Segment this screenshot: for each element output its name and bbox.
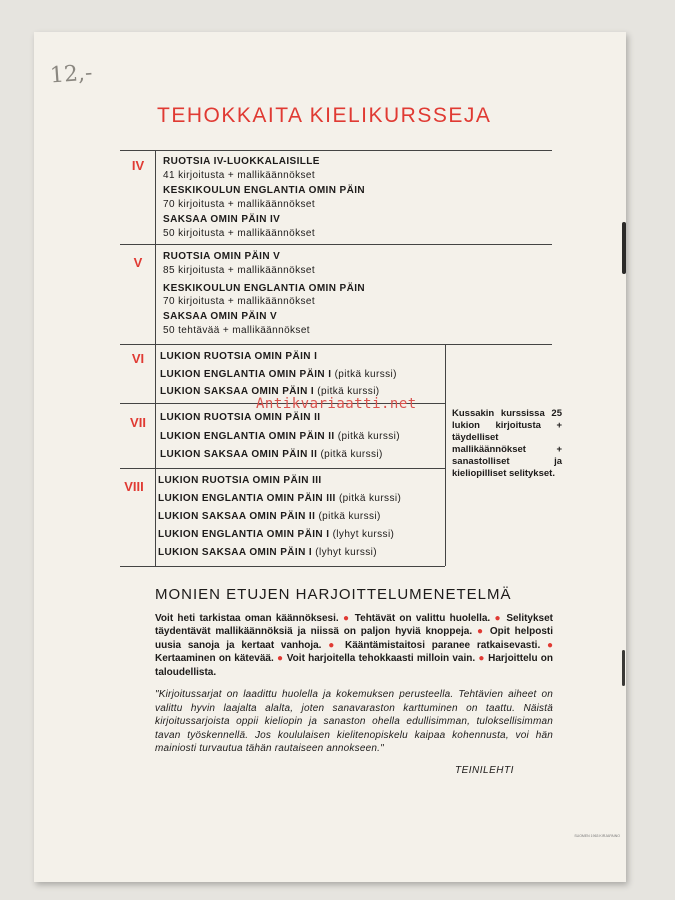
course-title: KESKIKOULUN ENGLANTIA OMIN PÄIN xyxy=(163,283,366,294)
printer-imprint: SUOMEN 1963 KIRJAPAINO xyxy=(574,834,620,838)
page-edge-shadow xyxy=(622,222,626,274)
benefit-item: Tehtävät on valittu huolella. xyxy=(354,613,491,624)
benefit-item: Kääntämistaitosi paranee ratkaisevasti. xyxy=(344,639,541,651)
page-title: TEHOKKAITA KIELIKURSSEJA xyxy=(157,104,492,127)
course-title: SAKSAA OMIN PÄIN V xyxy=(163,311,278,322)
course-title: LUKION SAKSAA OMIN PÄIN II (pitkä kurssi) xyxy=(158,511,381,522)
grade-numeral: VIII xyxy=(124,479,144,494)
course-subtitle: 41 kirjoitusta + mallikäännökset xyxy=(163,170,316,181)
bullet-dot-icon: ● xyxy=(277,653,284,665)
course-subtitle: 50 kirjoitusta + mallikäännökset xyxy=(163,228,316,239)
divider xyxy=(120,244,552,245)
section-heading: MONIEN ETUJEN HARJOITTELUMENETELMÄ xyxy=(155,586,512,603)
watermark: Antikvariaatti.net xyxy=(256,396,417,412)
bullet-dot-icon: ● xyxy=(342,613,351,624)
bullet-dot-icon: ● xyxy=(476,626,486,638)
bullet-dot-icon: ● xyxy=(478,653,485,665)
grade-numeral: V xyxy=(133,255,143,270)
side-note: Kussakin kurssissa 25 lukion kirjoitusta + täydelliset mallikäännökset + sanastolliset ja kieliopilliset selitykset. xyxy=(452,408,562,479)
benefit-item: Voit heti tarkistaa oman käännöksesi. xyxy=(155,613,339,624)
quote-source: TEINILEHTI xyxy=(455,765,514,776)
benefit-item: Opit helposti uusia sanoja ja kertaat vanhoja. xyxy=(155,626,554,651)
grade-numeral: VI xyxy=(131,351,145,366)
course-title: SAKSAA OMIN PÄIN IV xyxy=(163,214,281,225)
course-title: LUKION SAKSAA OMIN PÄIN II (pitkä kurssi) xyxy=(160,449,383,460)
benefits-paragraph xyxy=(155,612,553,679)
bullet-dot-icon: ● xyxy=(328,639,339,651)
page-edge-shadow xyxy=(622,650,625,686)
bullet-dot-icon: ● xyxy=(494,613,503,624)
divider xyxy=(120,150,552,151)
course-title: LUKION ENGLANTIA OMIN PÄIN I (pitkä kurssi) xyxy=(160,369,397,380)
course-title: RUOTSIA IV-LUOKKALAISILLE xyxy=(163,156,320,167)
grade-numeral: IV xyxy=(131,158,145,173)
benefit-item: Harjoittelu on taloudellista. xyxy=(155,653,554,678)
course-subtitle: 50 tehtävää + mallikäännökset xyxy=(163,325,310,336)
course-subtitle: 70 kirjoitusta + mallikäännökset xyxy=(163,296,316,307)
course-subtitle: 70 kirjoitusta + mallikäännökset xyxy=(163,199,316,210)
course-title: LUKION ENGLANTIA OMIN PÄIN III (pitkä kurssi) xyxy=(158,493,402,504)
course-title: LUKION ENGLANTIA OMIN PÄIN II (pitkä kurssi) xyxy=(160,431,401,442)
bullet-dot-icon: ● xyxy=(546,639,554,651)
pencil-price-mark: 12,- xyxy=(49,60,94,89)
benefit-item: Selitykset täydentävät mallikäännöksiä ja niissä on paljon hyviä knoppeja. xyxy=(155,613,554,638)
divider xyxy=(445,344,446,566)
benefit-item: Voit harjoitella tehokkaasti milloin vain. xyxy=(286,653,476,665)
course-title: KESKIKOULUN ENGLANTIA OMIN PÄIN xyxy=(163,185,366,196)
divider xyxy=(120,468,445,469)
course-subtitle: 85 kirjoitusta + mallikäännökset xyxy=(163,265,316,276)
testimonial-quote: "Kirjoitussarjat on laadittu huolella ja kokemuksen perusteella. Tehtävien aiheet on valittu hyvin laajalta alalta, joten sanavaraston karttuminen on taattu. Näistä kirjoitussarjoista oppii kieliopin ja sanaston ohella edullisimman, tuloksellisimman tavan työskennellä. Jos koululaisen kielitenopiskelu kaipaa kohennusta, voi hän mainiosti turvautua tähän rautaiseen annokseen." xyxy=(155,689,553,755)
course-title: LUKION RUOTSIA OMIN PÄIN III xyxy=(158,475,322,486)
course-title: LUKION SAKSAA OMIN PÄIN I (lyhyt kurssi) xyxy=(158,547,377,558)
grade-numeral: VII xyxy=(130,415,146,430)
course-title: LUKION ENGLANTIA OMIN PÄIN I (lyhyt kurssi) xyxy=(158,529,395,540)
course-title: LUKION RUOTSIA OMIN PÄIN I xyxy=(160,351,318,362)
course-title: LUKION RUOTSIA OMIN PÄIN II xyxy=(160,412,321,423)
benefit-item: Kertaaminen on kätevää. xyxy=(155,653,274,665)
course-title: RUOTSIA OMIN PÄIN V xyxy=(163,251,281,262)
course-title: LUKION SAKSAA OMIN PÄIN I (pitkä kurssi) xyxy=(160,386,380,397)
divider xyxy=(120,344,552,345)
divider xyxy=(120,566,445,567)
